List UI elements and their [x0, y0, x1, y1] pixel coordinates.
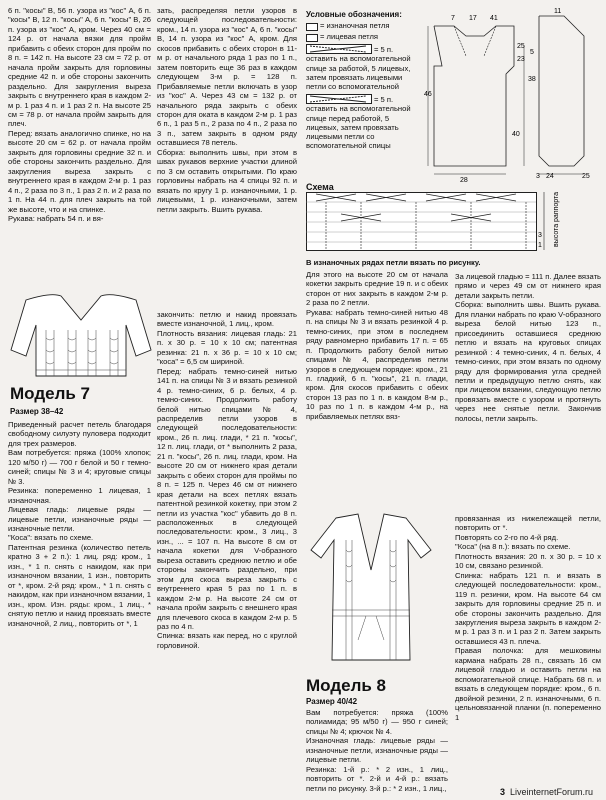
schem-label: 40: [512, 131, 520, 138]
site-watermark: LiveinternetForum.ru: [510, 787, 594, 797]
legend-cable-a: = 5 п. оставить на вспомогательной спице за работой, 5 лицевых, затем провязать лицевыми петли со вспомогательной: [306, 45, 411, 92]
model8-instructions-text: провязанная из нижележащей петли, повторить от *. Повторять со 2-го по 4-й ряд. "Коса" (на 8 п.): вязать по схеме. Плотность вязания: 20 п. x 30 р. = 10 x 10 см, связано резинкой. Спинка: набрать 121 п. и вязать в следующей последовательности: кром., 119 п. резинки, кром. На высоте 64 см закрыть для горловины средние 25 п. и обе стороны закончить раздельно. Для закругления выреза закрыть в каждом 2-м р. 1 раз 3 п. и 1 раз 2 п. Затем закрыть оставшиеся 43 п. плеча. Правая полочка: для мешковины кармана набрать 28 п., связать 16 см лицевой гладью и оставить петли на вспомогательной спице. Набрать 68 п. и вязать в следующем порядке: кром., 6 п. двойной резинки, 2 п. изнаночными, 6 п. цельновязанной планки (п. попеременно 1: [455, 514, 601, 722]
schem-label: 38: [528, 76, 536, 83]
schem-label: 7: [451, 15, 455, 22]
schem-label: 24: [546, 173, 554, 180]
model7-title: Модель 7: [10, 384, 90, 403]
m7-right-text: Для этого на высоте 20 см от начала кокетки закрыть средние 19 п. и с обеих сторон от них закрыть в каждом 2-м р. 2 раза по 2 петли. Рукава: набрать темно-синей нитью 48 п. на спицы № 3 и вязать резинкой 4 р. темно-синих, при этом в последнем ряду равномерно прибавить 17 п. = 65 п. Продолжить работу белой нитью спицами № 4, распределив петли узоров в следующем порядке: кром., 21 п. гладкий, 6 п. "косы", 21 п. глади, кром. Для скосов прибавить с обеих сторон 13 раз по 1 п. в каждом 8-м р., 10 раз по 1 п. в каждом 4-м р., на прибавляемых петлях вяз-: [306, 270, 448, 421]
schem-label: 28: [460, 177, 468, 184]
schem-label: 3: [536, 173, 540, 180]
m7-right-text-2: За лицевой гладью = 111 п. Далее вязать прямо и через 49 см от нижнего края детали закрыть петли. Сборка: выполнить швы. Вшить рукава. Для планки набрать по краю V-образного выреза белой нитью 123 п., присоединить оставшиеся среднюю петлю и вязать на круговых спицах резинкой : 4 темно-синих, 4 п. белых, 4 темно-синих, при этом вязать по одному ряду для формирования угла средней петли и предыдущую петлю снять, как при лицевом вязании, следующую петлю провязать вместе с узором и протянуть через нее снятые петли. Закончив полосы, петли закрыть.: [455, 272, 601, 423]
legend-knit: = лицевая петля: [320, 32, 379, 41]
col1-top-text: 6 п. "косы" В, 56 п. узора из "кос" А, 6 п. "косы" В, 12 п. "косы" А, 6 п. "косы" В, 26 п. узора из "кос" А, кром. Через 40 см = 124 р. от начала вязки для пройм прибавить с обеих сторон для пройм по 8 п. = 142 п. На высоте 23 см = 72 р. от начала пройм закрыть для горловины средние 42 п. и обе стороны закончить раздельно. Для закругления выреза закрыть с внутреннего края в каждом 2-м р. 1 раз 4 п. и 1 раз 2 п. На высоте 25 см = 78 р. от начала пройм закрыть для плеч. Перед: вязать аналогично спинке, но на высоте 20 см = 62 р. от начала пройм закрыть для горловины средние 32 п. и обе стороны закончить раздельно. Для закругления выреза закрыть с внутреннего края в каждом 2-м р. 1 раз 4 п., 2 раза по 3 п., 1 раз 2 п. и 2 раза по 1 п. На 44 п. для плеч закрыть на той же высоте, что и на спинке. Рукава: набрать 54 п. и вя-: [8, 6, 152, 223]
legend-purl: = изнаночная петля: [320, 21, 390, 30]
schem-label: 41: [490, 15, 498, 22]
schem-label: 23: [517, 56, 525, 63]
schem-label: 5: [530, 49, 534, 56]
knitting-chart: [306, 192, 601, 252]
knit-swatch: [306, 34, 318, 42]
model8-size: Размер 40/42: [306, 697, 358, 706]
model7-instructions-text: закончить: петлю и накид провязать вместе изнаночной, 1 лиц., кром. Плотность вязания: лицевая гладь: 21 п. x 30 р. = 10 x 10 см; патентная резинка: 21 п. x 36 р. = 10 x 10 см; "коса" = 6,5 см шириной. Перед: набрать темно-синей нитью 141 п. на спицы № 3 и вязать резинкой 4 р. темно-синих, 6 р. белых, 4 р. темно-синих. Продолжить работу белой нитью спицами № 4, распределив петли узоров в следующей последовательности: кром., 26 п. лиц. глади, * 21 п. "косы", 12 п. лиц. глади, от * выполнить 2 раза, 21 п. "косы", 26 п. лиц. глади, кром. На высоте 20 см от нижнего края детали закрыть с обеих сторон для проймы по 8 п. = 125 п. Через 46 см от нижнего края детали на всех петлях вязать патентной резинкой кокетку, при этом 2 петли из участка "кос" убавить до 8 п. расположенных в следующей последовательности: кром., 3 лиц., 3 изн., ... = 107 п. На высоте 8 см от начала кокетки для V-образного выреза оставить среднюю петлю и обе стороны закончить раздельно, при этом для скоса выреза закрыть с внутреннего края 5 раз по 1 п. в каждом 2-м р. На высоте 24 см от начала пройм закрыть с внешнего края для плечевого скоса в каждом 2-м р. 5 раз по 4 п. Спинка: вязать как перед, но с круглой горловиной.: [157, 310, 297, 650]
model8-jacket-sketch: [306, 510, 436, 670]
model7-materials-text: Приведенный расчет петель благодаря свободному силуэту пуловера подходит для трех размеров. Вам потребуется: пряжа (100% хлопок; 120 м/50 г) — 700 г белой и 50 г темно-синей; спицы № 3 и 4; круговые спицы № 3. Резинка: попеременно 1 лицевая, 1 изнаночная. Лицевая гладь: лицевые ряды — лицевые петли, изнаночные ряды — изнаночные петли. "Коса": вязать по схеме. Патентная резинка (количество петель кратно 3 + 2 п.): 1 лиц. ряд: кром., 1 изн., * 1 п. снять с накидом, как при изнаночном вязании, 1 изн., повторить от *, кром. 2-й ряд: кром., * 1 п. снять с накидом, как при изнаночном вязании, 1 изн., кром. Изн. ряды: кром., 1 лиц., * снятую петлю и накид провязать вместе изнаночной, 2 лиц., повторить от *, 1: [8, 420, 151, 628]
model7-sweater-sketch: [6, 290, 156, 378]
scheme-note: В изнаночных рядах петли вязать по рисунку.: [306, 258, 481, 267]
row-number: 3: [538, 232, 542, 239]
model8-materials-text: Вам потребуется: пряжа (100% полиамида; 95 м/50 г) — 950 г синей; спицы № 4; крючок № 4. Изнаночная гладь: лицевые ряды — изнаночные петли, изнаночные ряды — лицевые петли. Резинка: 1-й р.: * 2 изн., 1 лиц., повторить от *. 2-й и 4-й р.: вязать петли по рисунку. 3-й р.: * 2 изн., 1 лиц.,: [306, 708, 448, 793]
model7-size: Размер 38–42: [10, 407, 64, 416]
sweater-schematic: [424, 6, 602, 184]
model8-title: Модель 8: [306, 676, 386, 695]
schem-label: 11: [554, 8, 562, 15]
row-number: 1: [538, 242, 542, 249]
schem-label: 46: [424, 91, 432, 98]
schem-label: 25: [517, 43, 525, 50]
schem-label: 17: [469, 15, 477, 22]
legend-title: Условные обозначения:: [306, 10, 402, 19]
col2-top-text: зать, распределяя петли узоров в следующей последовательности: кром., 14 п. узора из "кос" А, 6 п. "косы" В, 14 п. узора из "кос" А, кром. Для скосов прибавить с обеих сторон в 11-м р. от начального ряда 1 раз по 1 п., затем повторить еще 36 раз в каждом следующем 3-м р. = 128 п. Прибавляемые петли включать в узор из "кос" А. Через 43 см = 132 р. от начального ряда закрыть с обеих сторон для оката в каждом 2-м р. 1 раз 6 п., 1 раз 5 п., 2 раза по 4 п., 2 раза по 3 п., затем закрыть в одном ряду оставшиеся 78 петель. Сборка: выполнить швы, при этом в швах рукавов верхние участки длиной по 3 см оставить открытыми. По краю горловины набрать на 4 спицы 92 п. и вязать по кругу 1 р. изнаночными, 1 р. лицевыми, 1 р. изнаночными, затем петли закрыть. Вшить рукава.: [157, 6, 297, 214]
rapport-label: высота раппорта: [553, 191, 560, 247]
schem-label: 25: [582, 173, 590, 180]
legend-cable-b: = 5 п. оставить на вспомогательной спице перед работой, 5 лицевых, затем провязать лицевыми петли со вспомогательной спицы: [306, 95, 411, 151]
purl-swatch: [306, 23, 318, 31]
scheme-title: Схема: [306, 182, 334, 192]
page-number: 3: [500, 787, 506, 797]
